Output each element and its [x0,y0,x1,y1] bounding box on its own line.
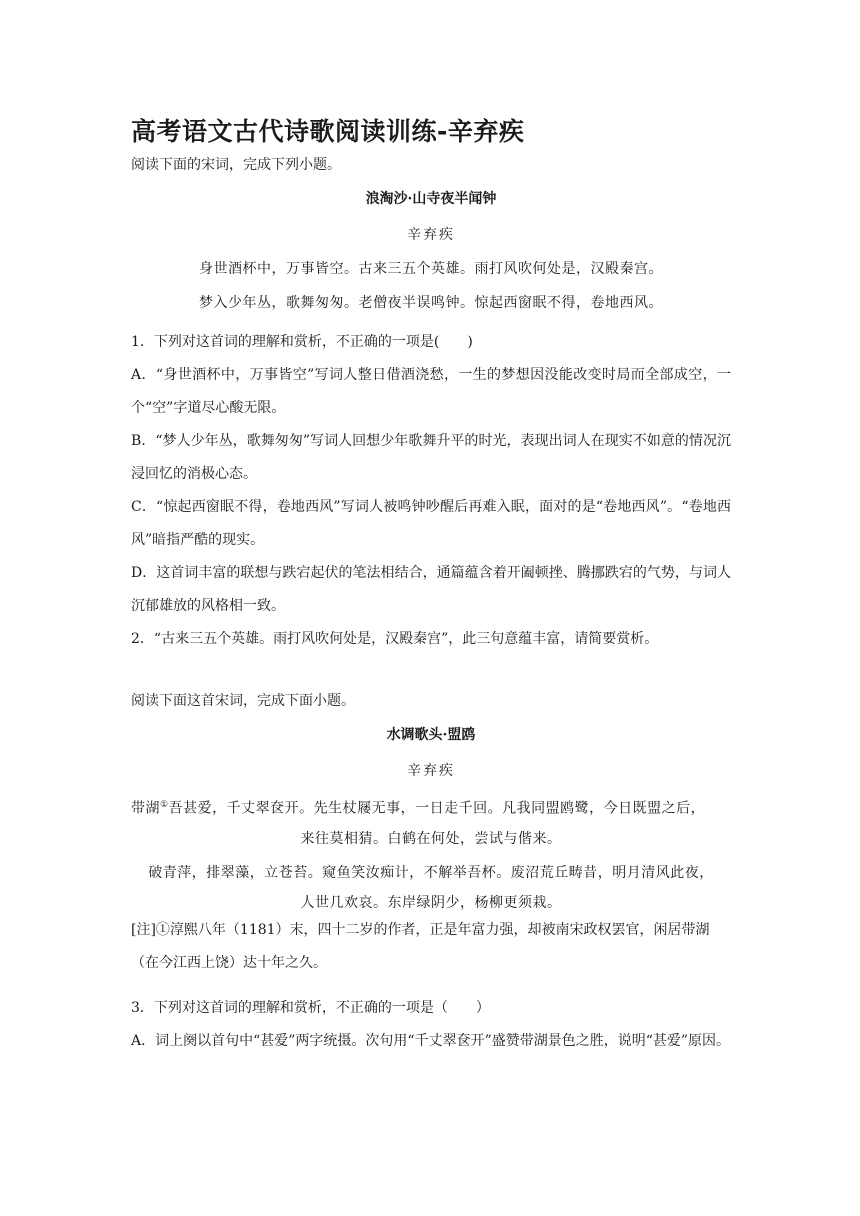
question-1-option-b: B．“梦人少年丛，歌舞匆匆”写词人回想少年歌舞升平的时光，表现出词人在现实不如意的情况沉浸回忆的消极心态。 [131,433,731,482]
document-page [131,112,731,1058]
poem1-author: 辛弃疾 [407,227,455,243]
section1-intro: 阅读下面的宋词，完成下列小题。 [131,157,341,173]
poem2-author: 辛弃疾 [407,763,455,779]
poem2-line-1-start: 带湖 [131,800,160,817]
footnote: [注]①淳熙八年（1181）末，四十二岁的作者，正是年富力强，却被南宋政权罢官，闲居带湖（在今江西上饶）达十年之久。 [131,921,710,971]
question-1-option-a: A．“身世酒杯中，万事皆空”写词人整日借酒浇愁，一生的梦想因没能改变时局而全部成空，一个“空”字道尽心酸无限。 [131,367,731,416]
poem2-line-1-rest: 吾甚爱，千丈翠奁开。先生杖屦无事，一日走千回。凡我同盟鸥鹭，今日既盟之后， [168,800,706,817]
question-3: 3．下列对这首词的理解和赏析，不正确的一项是（ ） [131,999,490,1016]
poem2-line-2-cont: 人世几欢哀。东岸绿阴少，杨柳更须栽。 [300,894,562,911]
poem1-line-2: 梦入少年丛，歌舞匆匆。老僧夜半误鸣钟。惊起西窗眠不得，卷地西风。 [199,295,663,311]
question-1-option-d: D．这首词丰富的联想与跌宕起伏的笔法相结合，通篇蕴含着开阖顿挫、腾挪跌宕的气势，与词人沉郁雄放的风格相一致。 [131,565,731,614]
section2-intro: 阅读下面这首宋词，完成下面小题。 [131,693,355,709]
poem2-line-1-cont: 来往莫相猜。白鹤在何处，尝试与偕来。 [300,830,562,847]
poem1-title: 浪淘沙·山寺夜半闻钟 [365,191,497,207]
page-title: 高考语文古代诗歌阅读训练-辛弃疾 [131,117,525,146]
poem2-line-2: 破青萍，排翠藻，立苍苔。窥鱼笑汝痴计，不解举吾杯。废沼荒丘畴昔，明月清风此夜， [148,864,714,881]
question-3-option-a: A．词上阕以首句中“甚爱”两字统摄。次句用“千丈翠奁开”盛赞带湖景色之胜，说明“甚爱”原因。 [131,1032,731,1049]
question-1-option-c: C．“惊起西窗眠不得，卷地西风”写词人被鸣钟吵醒后再难入眠，面对的是“卷地西风”。“卷地西风”暗指严酷的现实。 [131,499,731,548]
poem2-line-1 [131,794,731,820]
poem1-line-1: 身世酒杯中，万事皆空。古来三五个英雄。雨打风吹何处是，汉殿秦宫。 [199,261,663,277]
question-2: 2．“古来三五个英雄。雨打风吹何处是，汉殿秦宫”，此三句意蕴丰富，请简要赏析。 [131,631,659,647]
footnote-marker: ① [160,800,169,810]
question-1: 1．下列对这首词的理解和赏析，不正确的一项是( ) [131,334,473,350]
poem2-title: 水调歌头·盟鸥 [386,727,476,743]
